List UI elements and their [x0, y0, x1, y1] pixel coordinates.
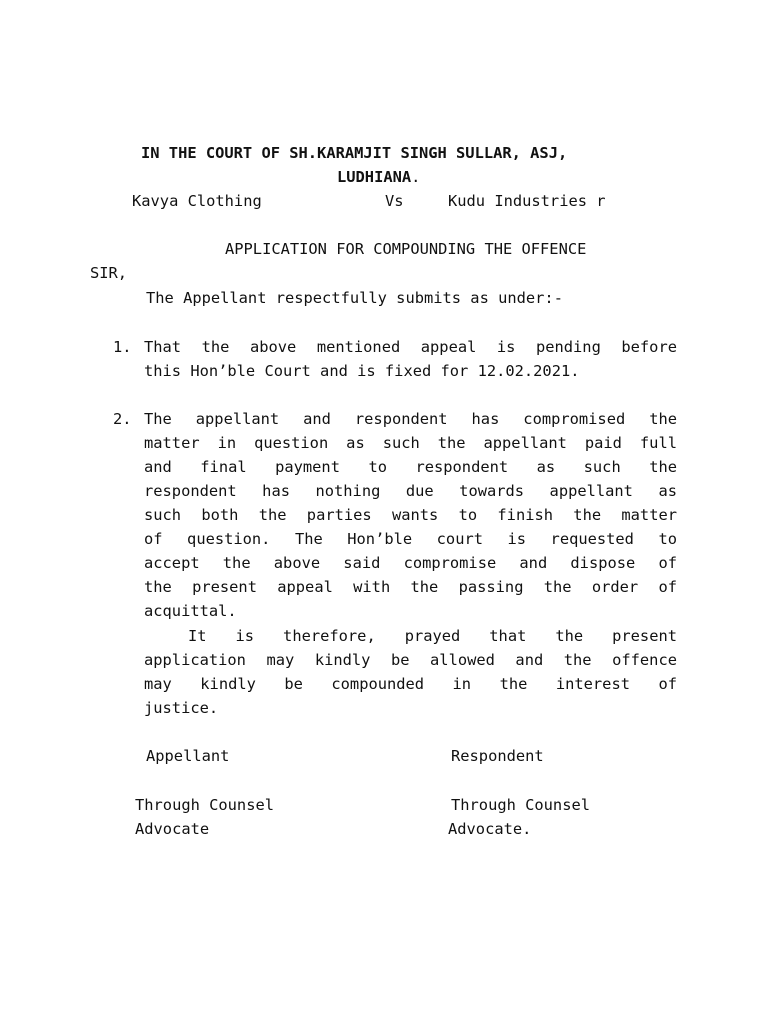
para2-line: the present appeal with the passing the order of — [144, 578, 677, 596]
appellant-through-counsel: Through Counsel — [135, 796, 274, 814]
respondent-advocate: Advocate. — [448, 820, 532, 838]
prayer-line: may kindly be compounded in the interest of — [144, 675, 677, 693]
court-heading-line2 — [337, 167, 420, 187]
application-title: APPLICATION FOR COMPOUNDING THE OFFENCE — [225, 240, 587, 258]
court-heading-city: LUDHIANA — [337, 168, 412, 186]
intro-text: The Appellant respectfully submits as under:- — [146, 289, 563, 307]
court-heading-period: . — [411, 168, 421, 186]
para2-line: respondent has nothing due towards appellant as — [144, 482, 677, 500]
para1-number: 1. — [113, 338, 132, 356]
court-heading-line1: IN THE COURT OF SH.KARAMJIT SINGH SULLAR, ASJ, — [141, 144, 568, 162]
para1-line: this Hon’ble Court and is fixed for 12.02.2021. — [144, 362, 580, 380]
party-versus: Vs — [385, 192, 404, 210]
para1-line: That the above mentioned appeal is pending before — [144, 338, 677, 356]
para2-line: acquittal. — [144, 602, 237, 620]
para2-number: 2. — [113, 410, 132, 428]
para2-line: matter in question as such the appellant paid full — [144, 434, 677, 452]
para2-line: such both the parties wants to finish the matter — [144, 506, 677, 524]
party-respondent: Kudu Industries r — [448, 192, 606, 210]
para2-line: accept the above said compromise and dispose of — [144, 554, 677, 572]
prayer-line: application may kindly be allowed and the offence — [144, 651, 677, 669]
para2-line: of question. The Hon’ble court is requested to — [144, 530, 677, 548]
para2-line: and final payment to respondent as such the — [144, 458, 677, 476]
respondent-label: Respondent — [451, 747, 544, 765]
prayer-line: justice. — [144, 699, 219, 717]
party-appellant: Kavya Clothing — [132, 192, 262, 210]
respondent-through-counsel: Through Counsel — [451, 796, 590, 814]
appellant-label: Appellant — [146, 747, 230, 765]
para2-line: The appellant and respondent has compromised the — [144, 410, 677, 428]
appellant-advocate: Advocate — [135, 820, 210, 838]
salutation: SIR, — [90, 264, 128, 282]
prayer-line: It is therefore, prayed that the present — [188, 627, 677, 645]
